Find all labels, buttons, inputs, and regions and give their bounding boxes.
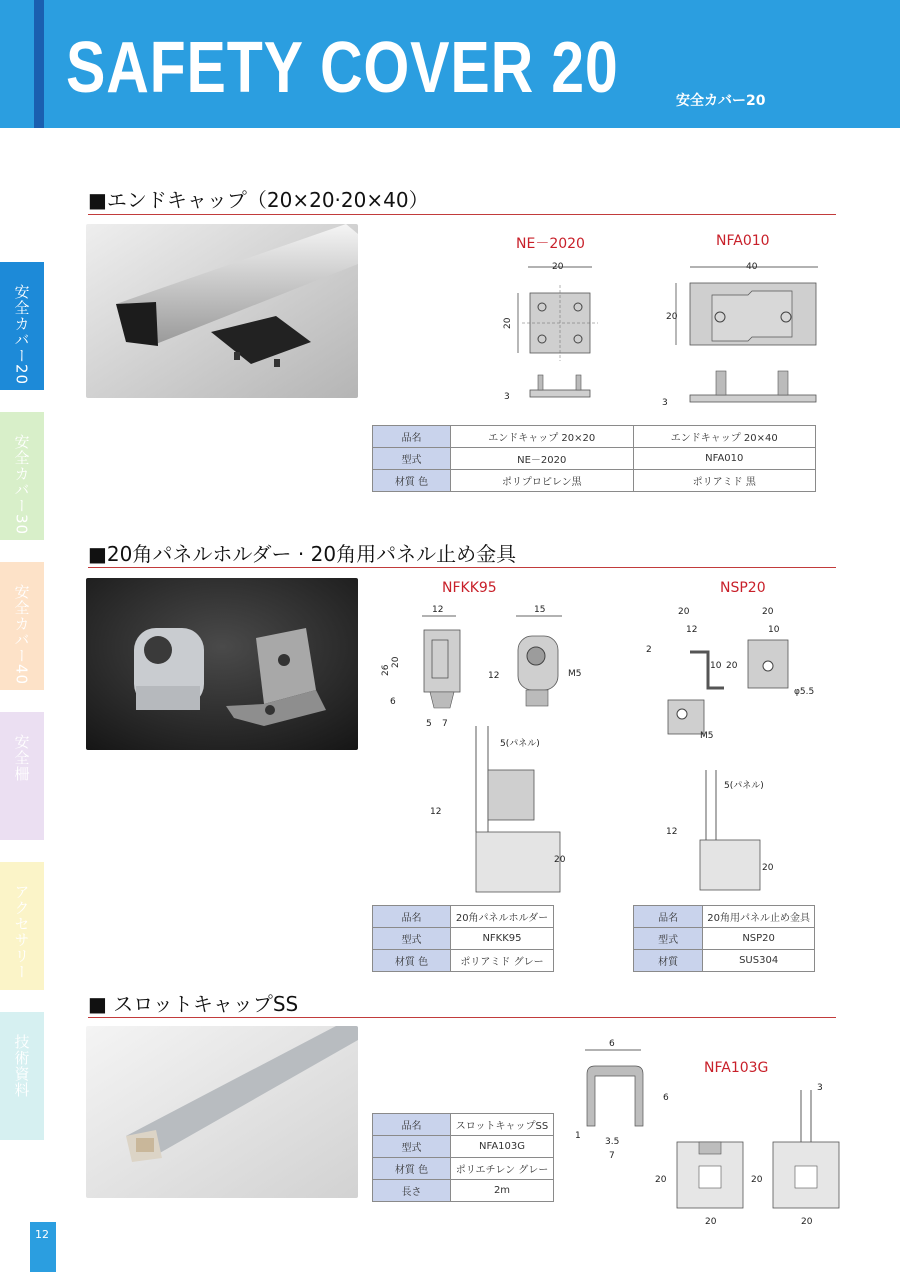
svg-text:M5: M5 <box>700 731 714 741</box>
tab-safety-cover-40[interactable]: 安全カバー40 <box>0 562 44 690</box>
svg-text:6: 6 <box>390 697 396 707</box>
page-header <box>0 0 900 128</box>
tab-safety-cover-20[interactable]: 安全カバー20 <box>0 262 44 390</box>
section-divider <box>88 214 836 215</box>
panel-fastener-spec-table: 品名 20角用パネル止め金具 型式 NSP20 材質 SUS304 <box>633 905 815 972</box>
svg-text:3: 3 <box>662 398 668 408</box>
svg-text:10: 10 <box>710 661 722 671</box>
page-subtitle: 安全カバー20 <box>676 93 766 109</box>
svg-text:7: 7 <box>609 1151 615 1161</box>
svg-text:20: 20 <box>554 855 566 865</box>
section-title-panel-holder: ■20角パネルホルダー · 20角用パネル止め金具 <box>88 542 517 566</box>
svg-text:40: 40 <box>746 262 758 272</box>
svg-text:5(パネル): 5(パネル) <box>500 739 540 749</box>
page-title: SAFETY COVER 20 <box>66 28 619 108</box>
slot-cap-drawings <box>565 1032 850 1232</box>
tab-technical-data[interactable]: 技術資料 <box>0 1012 44 1140</box>
model-label-nfa103g: NFA103G <box>704 1060 769 1076</box>
svg-text:20: 20 <box>678 607 690 617</box>
svg-text:2: 2 <box>646 645 652 655</box>
model-label-nfkk95: NFKK95 <box>442 580 497 596</box>
svg-text:15: 15 <box>534 605 546 615</box>
panel-holder-drawings <box>370 600 850 900</box>
svg-text:6: 6 <box>609 1039 615 1049</box>
svg-text:M5: M5 <box>568 669 582 679</box>
endcap-photo <box>86 224 358 398</box>
header-accent-stripe <box>34 0 44 128</box>
model-label-nfa010: NFA010 <box>716 233 770 249</box>
svg-text:3: 3 <box>817 1083 823 1093</box>
svg-text:20: 20 <box>666 312 678 322</box>
svg-text:3: 3 <box>504 392 510 402</box>
section-divider <box>88 567 836 568</box>
section-title-endcap: ■エンドキャップ（20×20·20×40） <box>88 188 429 212</box>
svg-text:φ5.5: φ5.5 <box>794 687 815 697</box>
svg-text:20: 20 <box>762 863 774 873</box>
section-divider <box>88 1017 836 1018</box>
svg-text:12: 12 <box>432 605 444 615</box>
slot-cap-photo <box>86 1026 358 1198</box>
svg-text:20: 20 <box>801 1217 813 1227</box>
model-label-nsp20: NSP20 <box>720 580 766 596</box>
svg-text:12: 12 <box>686 625 698 635</box>
tab-accessory[interactable]: アクセサリー <box>0 862 44 990</box>
svg-text:6: 6 <box>663 1093 669 1103</box>
dimension-label: 20 <box>552 262 564 272</box>
panel-holder-photo <box>86 578 358 750</box>
svg-text:20: 20 <box>391 656 401 668</box>
svg-text:20: 20 <box>655 1175 667 1185</box>
page-number: 12 <box>30 1222 56 1272</box>
panel-holder-spec-table: 品名 20角パネルホルダー 型式 NFKK95 材質 色 ポリアミド グレー <box>372 905 554 972</box>
svg-text:20: 20 <box>751 1175 763 1185</box>
model-label-ne2020: NE－2020 <box>516 236 585 252</box>
svg-text:12: 12 <box>430 807 442 817</box>
svg-text:5(パネル): 5(パネル) <box>724 781 764 791</box>
svg-text:20: 20 <box>503 317 513 329</box>
svg-text:10: 10 <box>768 625 780 635</box>
endcap-drawings <box>490 255 850 415</box>
svg-text:12: 12 <box>666 827 678 837</box>
svg-text:3.5: 3.5 <box>605 1137 620 1147</box>
endcap-spec-table: 品名 エンドキャップ 20×20 エンドキャップ 20×40 型式 NE－2020 NFA010 材質 色 ポリプロピレン黒 ポリアミド 黒 <box>372 425 816 492</box>
tab-safety-cover-30[interactable]: 安全カバー30 <box>0 412 44 540</box>
section-title-slot-cap: ■ スロットキャップSS <box>88 992 299 1016</box>
svg-text:7: 7 <box>442 719 448 729</box>
svg-text:20: 20 <box>726 661 738 671</box>
svg-text:12: 12 <box>488 671 500 681</box>
svg-text:26: 26 <box>381 664 391 676</box>
svg-text:5: 5 <box>426 719 432 729</box>
slot-cap-spec-table: 品名 スロットキャップSS 型式 NFA103G 材質 色 ポリエチレン グレー 長さ 2m <box>372 1113 554 1202</box>
svg-text:20: 20 <box>762 607 774 617</box>
svg-text:1: 1 <box>575 1131 581 1141</box>
svg-text:20: 20 <box>705 1217 717 1227</box>
tab-safety-fence[interactable]: 安全柵 <box>0 712 44 840</box>
